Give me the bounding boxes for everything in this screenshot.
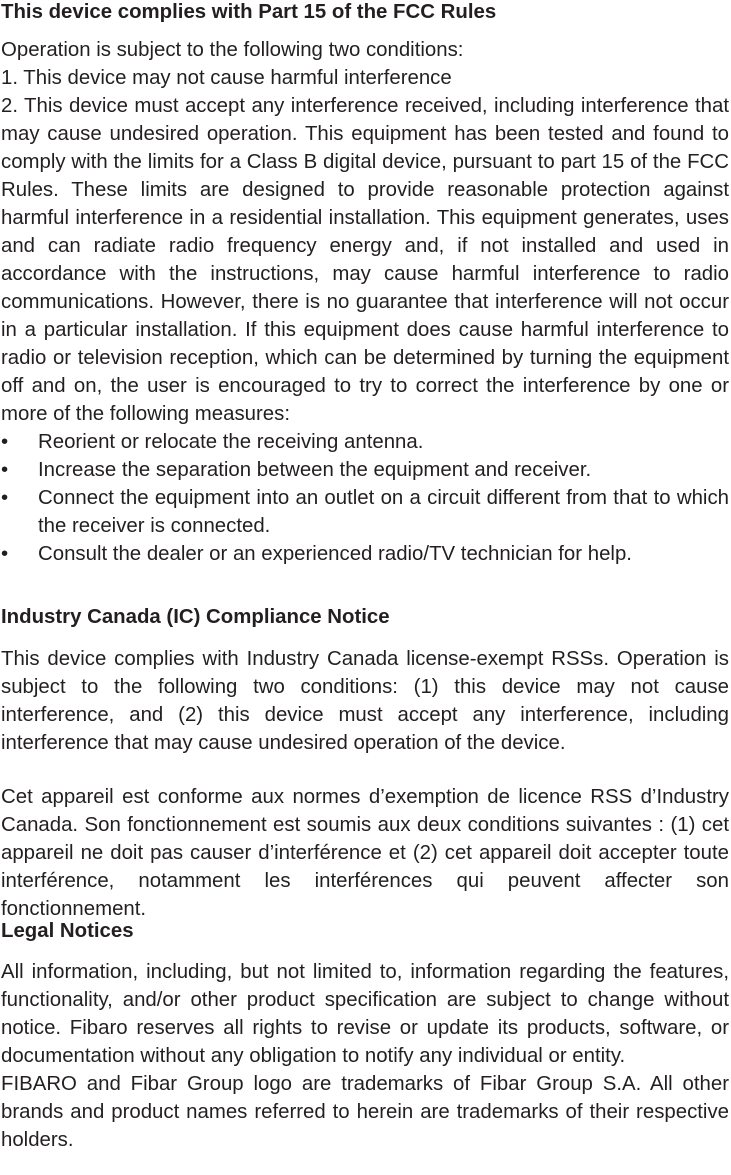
list-item bbox=[1, 540, 729, 568]
measure-text: Increase the separation between the equipment and receiver. bbox=[38, 459, 592, 481]
list-item bbox=[1, 484, 729, 540]
fcc-condition-2: 2. This device must accept any interference received, including interference that may cause undesired operation. This equipment has been tested and found to comply with the limits for a Class B digital device, pursuant to part 15 of the FCC Rules. These limits are designed to provide reasonable protection against harmful interference in a residential installation. This equipment generates, uses and can radiate radio frequency energy and, if not installed and used in accordance with the instructions, may cause harmful interference to radio communications. However, there is no guarantee that interference will not occur in a particular installation. If this equipment does cause harmful interference to radio or television reception, which can be determined by turning the equipment off and on, the user is encouraged to try to correct the interference by one or more of the following measures: bbox=[1, 95, 729, 425]
legal-heading: Legal Notices bbox=[1, 920, 134, 942]
measure-text: Connect the equipment into an outlet on a circuit different from that to which the receiver is connected. bbox=[38, 487, 729, 537]
bullet-icon: • bbox=[1, 459, 9, 481]
list-item bbox=[1, 428, 729, 456]
bullet-icon: • bbox=[1, 543, 9, 565]
fcc-condition-1: 1. This device may not cause harmful interference bbox=[1, 67, 452, 89]
measure-text: Consult the dealer or an experienced radio/TV technician for help. bbox=[38, 543, 632, 565]
ic-french-paragraph: Cet appareil est conforme aux normes d’exemption de licence RSS d’Industry Canada. Son fonctionnement est soumis aux deux conditions suivantes : (1) cet appareil ne doit pas causer d’interférence et (2) cet appareil doit accepter toute interférence, notamment les interférences qui peuvent affecter son fonctionnement. bbox=[1, 786, 729, 920]
measure-text: Reorient or relocate the receiving antenna. bbox=[38, 431, 424, 453]
bullet-icon: • bbox=[1, 487, 9, 509]
fcc-section bbox=[1, 36, 729, 568]
bullet-icon: • bbox=[1, 431, 9, 453]
fcc-heading: This device complies with Part 15 of the FCC Rules bbox=[1, 1, 497, 23]
legal-paragraph-2: FIBARO and Fibar Group logo are trademarks of Fibar Group S.A. All other brands and product names referred to herein are trademarks of their respective holders. bbox=[1, 1073, 729, 1151]
fcc-measures-list bbox=[1, 428, 729, 568]
list-item bbox=[1, 456, 729, 484]
ic-heading: Industry Canada (IC) Compliance Notice bbox=[1, 606, 390, 628]
ic-english-paragraph: This device complies with Industry Canada license-exempt RSSs. Operation is subject to the following two conditions: (1) this device may not cause interference, and (2) this device must accept any interference, including interference that may cause undesired operation of the device. bbox=[1, 648, 729, 754]
legal-paragraph-1: All information, including, but not limited to, information regarding the features, functionality, and/or other product specification are subject to change without notice. Fibaro reserves all rights to revise or update its products, software, or documentation without any obligation to notify any individual or entity. bbox=[1, 961, 729, 1067]
fcc-intro: Operation is subject to the following two conditions: bbox=[1, 39, 464, 61]
legal-section bbox=[1, 958, 729, 1154]
